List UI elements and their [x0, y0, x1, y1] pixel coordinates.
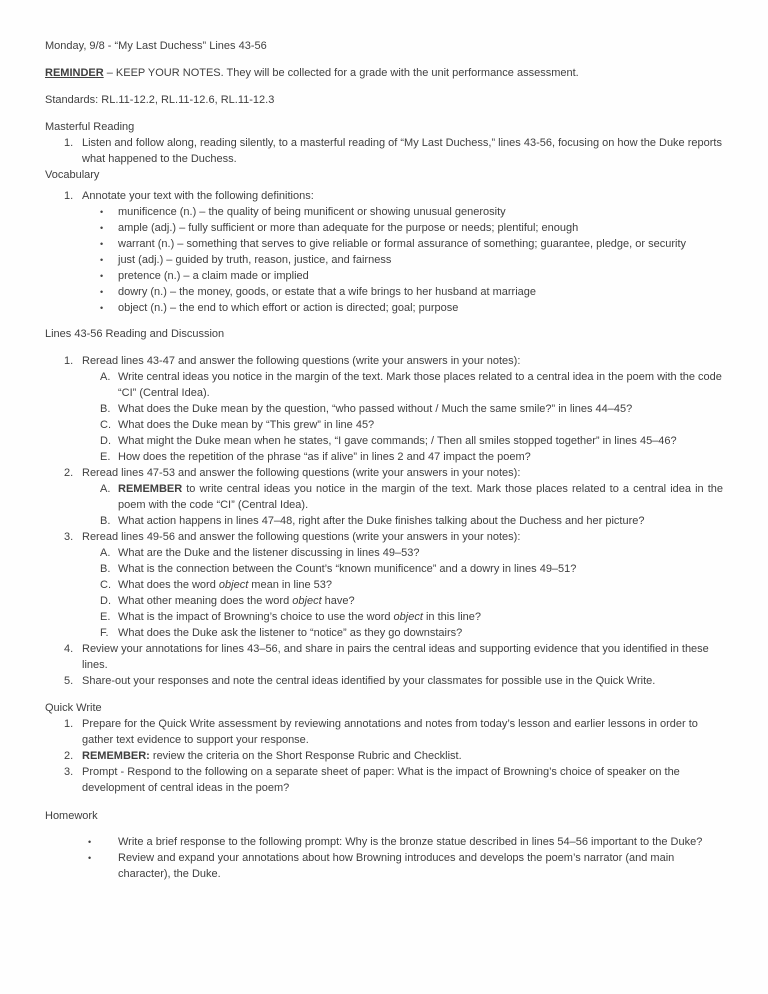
list-item [45, 545, 723, 561]
italic-word: object [292, 595, 322, 607]
italic-word: object [218, 579, 249, 591]
list-item [45, 641, 723, 673]
list-item-text: What does the Duke mean by the question, “who passed without / Much the same smile?” in lines 44–45? [118, 403, 633, 415]
list-marker: F. [100, 627, 109, 639]
vocab-term: ample (adj.) – fully sufficient or more than adequate for the purpose or needs; plentiful; enough [118, 222, 579, 234]
list-item [45, 561, 723, 577]
vocab-term: just (adj.) – guided by truth, reason, justice, and fairness [118, 254, 392, 266]
list-item-text: Reread lines 47-53 and answer the following questions (write your answers in your notes): [82, 467, 521, 479]
vocab-term: object (n.) – the end to which effort or action is directed; goal; purpose [118, 302, 459, 314]
list-marker: 1. [64, 137, 74, 149]
list-item-text: What are the Duke and the listener discussing in lines 49–53? [118, 547, 420, 559]
list-item [45, 135, 723, 167]
list-item-text: What action happens in lines 47–48, right after the Duke finishes talking about the Duchess and her picture? [118, 515, 645, 527]
list-item [45, 300, 723, 316]
list-marker: 3. [64, 531, 74, 543]
list-marker: 2. [64, 750, 74, 762]
list-item [45, 609, 723, 625]
list-item [45, 252, 723, 268]
reminder-line [45, 65, 723, 81]
standards-line: Standards: RL.11-12.2, RL.11-12.6, RL.11-12.3 [45, 94, 275, 106]
list-marker: E. [100, 611, 111, 623]
list-marker: C. [100, 419, 111, 431]
bullet-icon: • [88, 837, 92, 847]
homework-item-text: Write a brief response to the following prompt: Why is the bronze statue described in lines 54–56 important to the Duke? [118, 836, 703, 848]
list-item [45, 716, 723, 748]
bullet-icon: • [100, 271, 104, 281]
vocab-term: warrant (n.) – something that serves to give reliable or formal assurance of something; guarantee, pledge, or security [118, 238, 687, 250]
list-item-text [118, 609, 723, 625]
bullet-icon: • [100, 239, 104, 249]
list-item-text: How does the repetition of the phrase “as if alive” in lines 2 and 47 impact the poem? [118, 451, 531, 463]
bullet-icon: • [100, 223, 104, 233]
list-marker: B. [100, 563, 111, 575]
list-item [45, 465, 723, 481]
list-marker: B. [100, 403, 111, 415]
list-item [45, 449, 723, 465]
list-item-text [118, 577, 723, 593]
list-marker: 5. [64, 675, 74, 687]
reminder-label: REMINDER [45, 67, 104, 79]
doc-title: Monday, 9/8 - “My Last Duchess” Lines 43-56 [45, 40, 267, 52]
list-item-text-rest: to write central ideas you notice in the margin of the text. Mark those places related to a central idea in the poem with the code “CI” (Central Idea). [118, 483, 723, 511]
list-item [45, 673, 723, 689]
list-item-text: Listen and follow along, reading silently, to a masterful reading of “My Last Duchess,” lines 43-56, focusing on how the Duke reports what happened to the Duchess. [82, 137, 722, 165]
list-item [45, 433, 723, 449]
list-item [45, 204, 723, 220]
text-pre: What is the impact of Browning’s choice to use the word [118, 611, 394, 623]
bullet-icon: • [100, 255, 104, 265]
list-item [45, 284, 723, 300]
list-item [45, 850, 723, 882]
list-marker: 3. [64, 766, 74, 778]
list-marker: D. [100, 595, 111, 607]
bullet-icon: • [100, 287, 104, 297]
text-post: in this line? [422, 611, 481, 623]
list-marker: B. [100, 515, 111, 527]
list-item-text: Review your annotations for lines 43–56, and share in pairs the central ideas and supporting evidence that you identified in these lines. [82, 643, 709, 671]
section-heading-homework: Homework [45, 810, 98, 822]
text-post: mean in line 53? [248, 579, 333, 591]
list-item-text: Prompt - Respond to the following on a separate sheet of paper: What is the impact of Browning’s choice of speaker on the development of central ideas in the poem? [82, 766, 680, 794]
bullet-icon: • [88, 853, 92, 863]
bullet-icon: • [100, 303, 104, 313]
list-item [45, 764, 723, 796]
remember-emphasis: REMEMBER [118, 483, 183, 495]
list-item [45, 268, 723, 284]
list-item-text [82, 748, 723, 764]
list-item-text: What might the Duke mean when he states, “I gave commands; / Then all smiles stopped together” in lines 45–46? [118, 435, 677, 447]
list-item-text: Reread lines 49-56 and answer the following questions (write your answers in your notes): [82, 531, 521, 543]
list-marker: 2. [64, 467, 74, 479]
vocab-term: pretence (n.) – a claim made or implied [118, 270, 309, 282]
section-heading-masterful-reading: Masterful Reading [45, 121, 135, 133]
list-item [45, 529, 723, 545]
remember-emphasis: REMEMBER: [82, 750, 150, 762]
list-marker: 1. [64, 190, 74, 202]
list-item-text: Prepare for the Quick Write assessment by reviewing annotations and notes from today’s lesson and earlier lessons in order to gather text evidence to support your response. [82, 718, 698, 746]
section-heading-vocabulary: Vocabulary [45, 169, 100, 181]
list-item [45, 353, 723, 369]
text-pre: What does the word [118, 579, 219, 591]
list-marker: 1. [64, 355, 74, 367]
list-marker: A. [100, 483, 111, 495]
bullet-icon: • [100, 207, 104, 217]
list-item-text: What is the connection between the Count’s “known munificence” and a dowry in lines 49–51? [118, 563, 577, 575]
list-item [45, 834, 723, 850]
list-item [45, 220, 723, 236]
list-marker: 4. [64, 643, 74, 655]
list-item [45, 188, 723, 204]
text-pre: What other meaning does the word [118, 595, 293, 607]
list-item-text [118, 481, 723, 513]
list-item [45, 593, 723, 609]
text-post: have? [321, 595, 355, 607]
list-item [45, 369, 723, 401]
list-item [45, 417, 723, 433]
list-item-text: Reread lines 43-47 and answer the following questions (write your answers in your notes): [82, 355, 521, 367]
list-item [45, 481, 723, 513]
italic-word: object [393, 611, 423, 623]
list-item-text-rest: review the criteria on the Short Response Rubric and Checklist. [149, 750, 462, 762]
list-item-text [118, 593, 723, 609]
reminder-text: – KEEP YOUR NOTES. They will be collected for a grade with the unit performance assessment. [103, 67, 579, 79]
list-marker: 1. [64, 718, 74, 730]
list-item [45, 625, 723, 641]
vocab-term: dowry (n.) – the money, goods, or estate that a wife brings to her husband at marriage [118, 286, 537, 298]
list-item [45, 513, 723, 529]
list-marker: E. [100, 451, 111, 463]
list-marker: D. [100, 435, 111, 447]
list-marker: A. [100, 371, 111, 383]
list-marker: C. [100, 579, 111, 591]
list-item [45, 577, 723, 593]
list-item-text: Share-out your responses and note the central ideas identified by your classmates for possible use in the Quick Write. [82, 675, 656, 687]
list-item-text: What does the Duke ask the listener to “notice” as they go downstairs? [118, 627, 463, 639]
list-item-text: What does the Duke mean by “This grew” in line 45? [118, 419, 375, 431]
list-item [45, 748, 723, 764]
list-marker: A. [100, 547, 111, 559]
list-item-text: Annotate your text with the following definitions: [82, 190, 314, 202]
homework-item-text: Review and expand your annotations about how Browning introduces and develops the poem’s narrator (and main character), the Duke. [118, 852, 675, 880]
vocab-term: munificence (n.) – the quality of being munificent or showing unusual generosity [118, 206, 506, 218]
list-item [45, 401, 723, 417]
section-heading-reading-discussion: Lines 43-56 Reading and Discussion [45, 328, 225, 340]
section-heading-quick-write: Quick Write [45, 702, 102, 714]
list-item-text: Write central ideas you notice in the margin of the text. Mark those places related to a central idea in the poem with the code “CI” (Central Idea). [118, 371, 722, 399]
list-item [45, 236, 723, 252]
